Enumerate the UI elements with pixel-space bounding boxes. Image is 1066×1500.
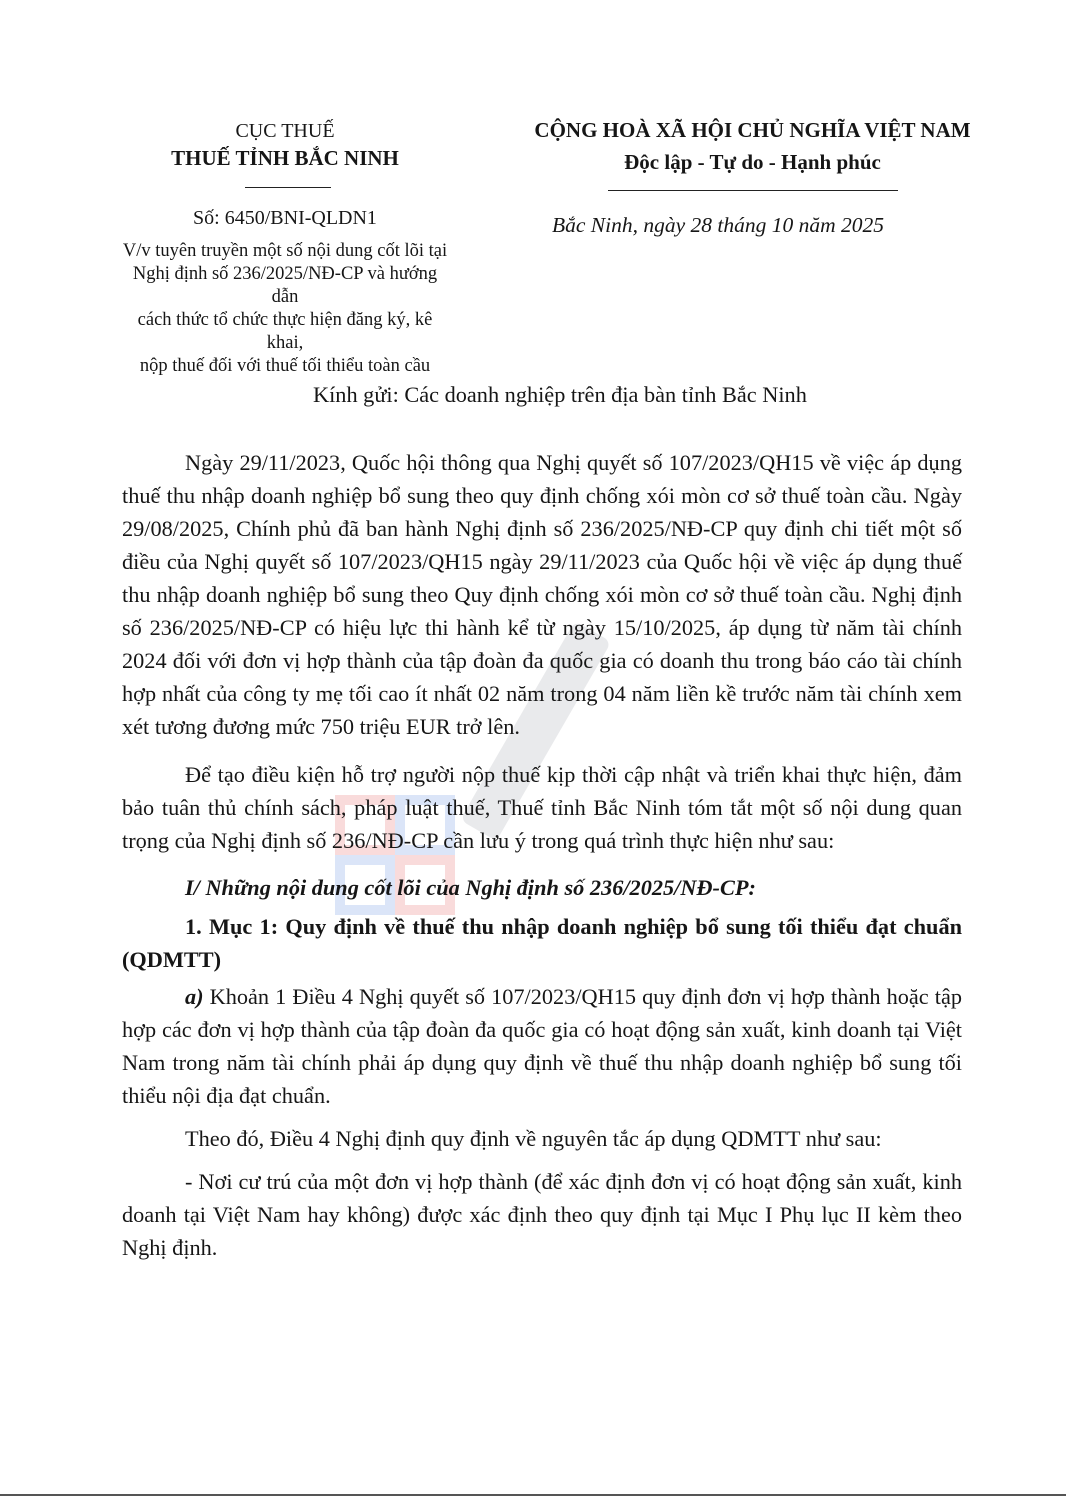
subject-line: Nghị định số 236/2025/NĐ-CP và hướng dẫn <box>132 264 438 307</box>
header-left-divider <box>245 187 331 188</box>
recipient-line: Kính gửi: Các doanh nghiệp trên địa bàn tỉnh Bắc Ninh <box>313 382 807 407</box>
header-right-divider <box>608 190 898 191</box>
section-heading-1: 1. Mục 1: Quy định về thuế thu nhập doanh nghiệp bổ sung tối thiểu đạt chuẩn (QDMTT) <box>122 914 962 972</box>
page-bottom-edge <box>0 1494 1066 1496</box>
office-name: THUẾ TỈNH BẮC NINH <box>171 146 399 170</box>
section-heading-i: I/ Những nội dung cốt lõi của Nghị định số 236/2025/NĐ-CP: <box>185 875 756 900</box>
item-a-text: Khoản 1 Điều 4 Nghị quyết số 107/2023/QH15 quy định đơn vị hợp thành hoặc tập hợp các đơn vị hợp thành của tập đoàn đa quốc gia có hoạt động sản xuất, kinh doanh tại Việt Nam trong năm tài chính phải áp dụng quy định về thuế thu nhập doanh nghiệp bổ sung tối thiểu nội địa đạt chuẩn. <box>122 984 962 1108</box>
document-subject <box>120 240 450 378</box>
place-date: Bắc Ninh, ngày 28 tháng 10 năm 2025 <box>552 213 885 237</box>
document-body <box>122 446 962 1264</box>
paragraph-purpose: Để tạo điều kiện hỗ trợ người nộp thuế kịp thời cập nhật và triển khai thực hiện, đảm bảo tuân thủ chính sách, pháp luật thuế, Thuế tỉnh Bắc Ninh tóm tắt một số nội dung quan trọng của Nghị định số 236/NĐ-CP cần lưu ý trong quá trình thực hiện như sau: <box>122 762 962 853</box>
national-motto: Độc lập - Tự do - Hạnh phúc <box>624 150 881 174</box>
subject-line: cách thức tổ chức thực hiện đăng ký, kê khai, <box>137 310 433 353</box>
subject-line: nộp thuế đối với thuế tối thiểu toàn cầu <box>139 356 431 376</box>
agency-name: CỤC THUẾ <box>235 120 335 142</box>
paragraph-intro: Ngày 29/11/2023, Quốc hội thông qua Nghị quyết số 107/2023/QH15 về việc áp dụng thuế thu nhập doanh nghiệp bổ sung theo quy định chống xói mòn cơ sở thuế toàn cầu. Ngày 29/08/2025, Chính phủ đã ban hành Nghị định số 236/2025/NĐ-CP quy định chi tiết một số điều của Nghị quyết số 107/2023/QH15 ngày 29/11/2023 của Quốc hội về việc áp dụng thuế thu nhập doanh nghiệp bổ sung theo Quy định chống xói mòn cơ sở thuế toàn cầu. Nghị định số 236/2025/NĐ-CP có hiệu lực thi hành kể từ ngày 15/10/2025, áp dụng từ năm tài chính 2024 đối với đơn vị hợp thành của tập đoàn đa quốc gia có doanh thu trong báo cáo tài chính hợp nhất của công ty mẹ tối cao ít nhất 02 năm trong 04 năm liền kề trước năm tài chính xem xét tương đương mức 750 triệu EUR trở lên. <box>122 450 962 739</box>
paragraph-principle: Theo đó, Điều 4 Nghị định quy định về nguyên tắc áp dụng QDMTT như sau: <box>185 1126 882 1151</box>
document-number: Số: 6450/BNI-QLDN1 <box>193 207 377 229</box>
item-label-a: a) <box>185 984 204 1009</box>
paragraph-item-a <box>122 980 962 1112</box>
paragraph-residence: - Nơi cư trú của một đơn vị hợp thành (để xác định đơn vị có hoạt động sản xuất, kinh doanh tại Việt Nam hay không) được xác định theo quy định tại Mục I Phụ lục II kèm theo Nghị định. <box>122 1169 962 1260</box>
country-name: CỘNG HOÀ XÃ HỘI CHỦ NGHĨA VIỆT NAM <box>534 118 971 142</box>
subject-line: V/v tuyên truyền một số nội dung cốt lõi tại <box>122 241 448 261</box>
